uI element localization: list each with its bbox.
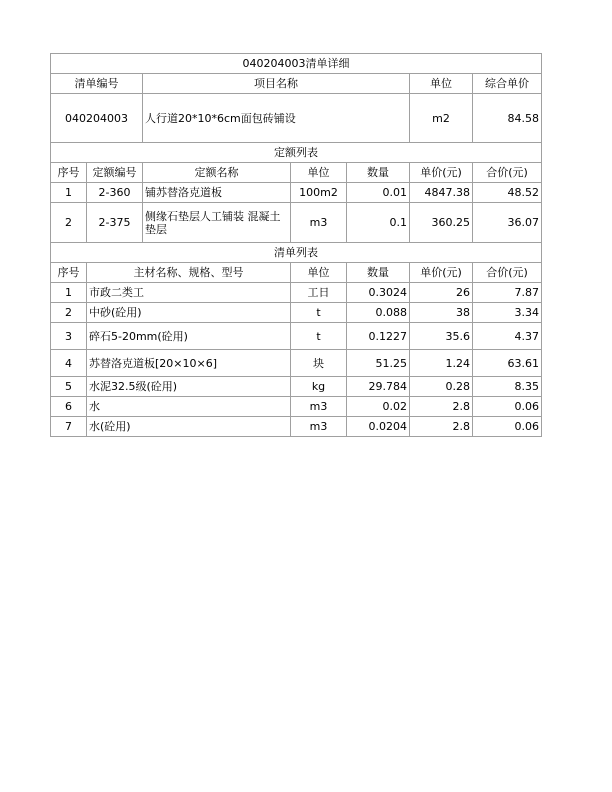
material-qty: 0.0204 xyxy=(347,417,410,437)
material-name: 中砂(砼用) xyxy=(87,303,291,323)
material-unit: m3 xyxy=(291,417,347,437)
material-price-header: 单价(元) xyxy=(410,263,473,283)
material-total: 0.06 xyxy=(473,417,542,437)
bill-name: 人行道20*10*6cm面包砖铺设 xyxy=(143,94,410,143)
quota-total-header: 合价(元) xyxy=(473,163,542,183)
material-qty-header: 数量 xyxy=(347,263,410,283)
quota-unit-header: 单位 xyxy=(291,163,347,183)
quota-qty: 0.01 xyxy=(347,183,410,203)
bill-unit-header: 单位 xyxy=(410,74,473,94)
quota-section-title: 定额列表 xyxy=(51,143,542,163)
quota-price: 360.25 xyxy=(410,203,473,243)
quota-seq: 2 xyxy=(51,203,87,243)
material-name: 碎石5-20mm(砼用) xyxy=(87,323,291,350)
material-unit: 工日 xyxy=(291,283,347,303)
material-seq: 2 xyxy=(51,303,87,323)
material-total-header: 合价(元) xyxy=(473,263,542,283)
material-row xyxy=(51,323,542,350)
quota-seq-header: 序号 xyxy=(51,163,87,183)
material-unit: kg xyxy=(291,377,347,397)
quota-row xyxy=(51,183,542,203)
bill-price-header: 综合单价 xyxy=(473,74,542,94)
material-row xyxy=(51,417,542,437)
quota-name: 铺苏替洛克道板 xyxy=(143,183,291,203)
material-total: 63.61 xyxy=(473,350,542,377)
material-total: 4.37 xyxy=(473,323,542,350)
material-seq: 4 xyxy=(51,350,87,377)
material-price: 1.24 xyxy=(410,350,473,377)
material-total: 3.34 xyxy=(473,303,542,323)
quota-qty-header: 数量 xyxy=(347,163,410,183)
material-qty: 0.088 xyxy=(347,303,410,323)
bill-detail-table xyxy=(50,53,542,437)
material-qty: 0.3024 xyxy=(347,283,410,303)
bill-code: 040204003 xyxy=(51,94,143,143)
material-row xyxy=(51,377,542,397)
material-row xyxy=(51,283,542,303)
material-price: 35.6 xyxy=(410,323,473,350)
material-row xyxy=(51,303,542,323)
quota-seq: 1 xyxy=(51,183,87,203)
material-price: 2.8 xyxy=(410,417,473,437)
material-seq: 5 xyxy=(51,377,87,397)
material-section-title: 清单列表 xyxy=(51,243,542,263)
bill-unit: m2 xyxy=(410,94,473,143)
material-qty: 0.1227 xyxy=(347,323,410,350)
material-price: 2.8 xyxy=(410,397,473,417)
bill-code-header: 清单编号 xyxy=(51,74,143,94)
material-row xyxy=(51,397,542,417)
material-price: 0.28 xyxy=(410,377,473,397)
quota-row xyxy=(51,203,542,243)
material-seq: 1 xyxy=(51,283,87,303)
quota-code: 2-375 xyxy=(87,203,143,243)
quota-code: 2-360 xyxy=(87,183,143,203)
quota-price: 4847.38 xyxy=(410,183,473,203)
material-name-header: 主材名称、规格、型号 xyxy=(87,263,291,283)
quota-unit: 100m2 xyxy=(291,183,347,203)
quota-code-header: 定额编号 xyxy=(87,163,143,183)
material-qty: 0.02 xyxy=(347,397,410,417)
material-name: 市政二类工 xyxy=(87,283,291,303)
material-row xyxy=(51,350,542,377)
material-qty: 51.25 xyxy=(347,350,410,377)
quota-qty: 0.1 xyxy=(347,203,410,243)
material-name: 水泥32.5级(砼用) xyxy=(87,377,291,397)
material-seq: 6 xyxy=(51,397,87,417)
material-seq-header: 序号 xyxy=(51,263,87,283)
material-total: 0.06 xyxy=(473,397,542,417)
material-name: 水 xyxy=(87,397,291,417)
material-unit: t xyxy=(291,323,347,350)
material-total: 8.35 xyxy=(473,377,542,397)
material-seq: 3 xyxy=(51,323,87,350)
quota-name-header: 定额名称 xyxy=(143,163,291,183)
material-seq: 7 xyxy=(51,417,87,437)
material-price: 38 xyxy=(410,303,473,323)
material-name: 水(砼用) xyxy=(87,417,291,437)
material-price: 26 xyxy=(410,283,473,303)
quota-name: 侧缘石垫层人工铺装 混凝土垫层 xyxy=(143,203,291,243)
material-unit: 块 xyxy=(291,350,347,377)
quota-unit: m3 xyxy=(291,203,347,243)
bill-price: 84.58 xyxy=(473,94,542,143)
material-total: 7.87 xyxy=(473,283,542,303)
table-title: 040204003清单详细 xyxy=(51,54,542,74)
material-unit: t xyxy=(291,303,347,323)
quota-total: 48.52 xyxy=(473,183,542,203)
quota-total: 36.07 xyxy=(473,203,542,243)
material-qty: 29.784 xyxy=(347,377,410,397)
material-unit: m3 xyxy=(291,397,347,417)
quota-price-header: 单价(元) xyxy=(410,163,473,183)
material-name: 苏替洛克道板[20×10×6] xyxy=(87,350,291,377)
material-unit-header: 单位 xyxy=(291,263,347,283)
bill-name-header: 项目名称 xyxy=(143,74,410,94)
